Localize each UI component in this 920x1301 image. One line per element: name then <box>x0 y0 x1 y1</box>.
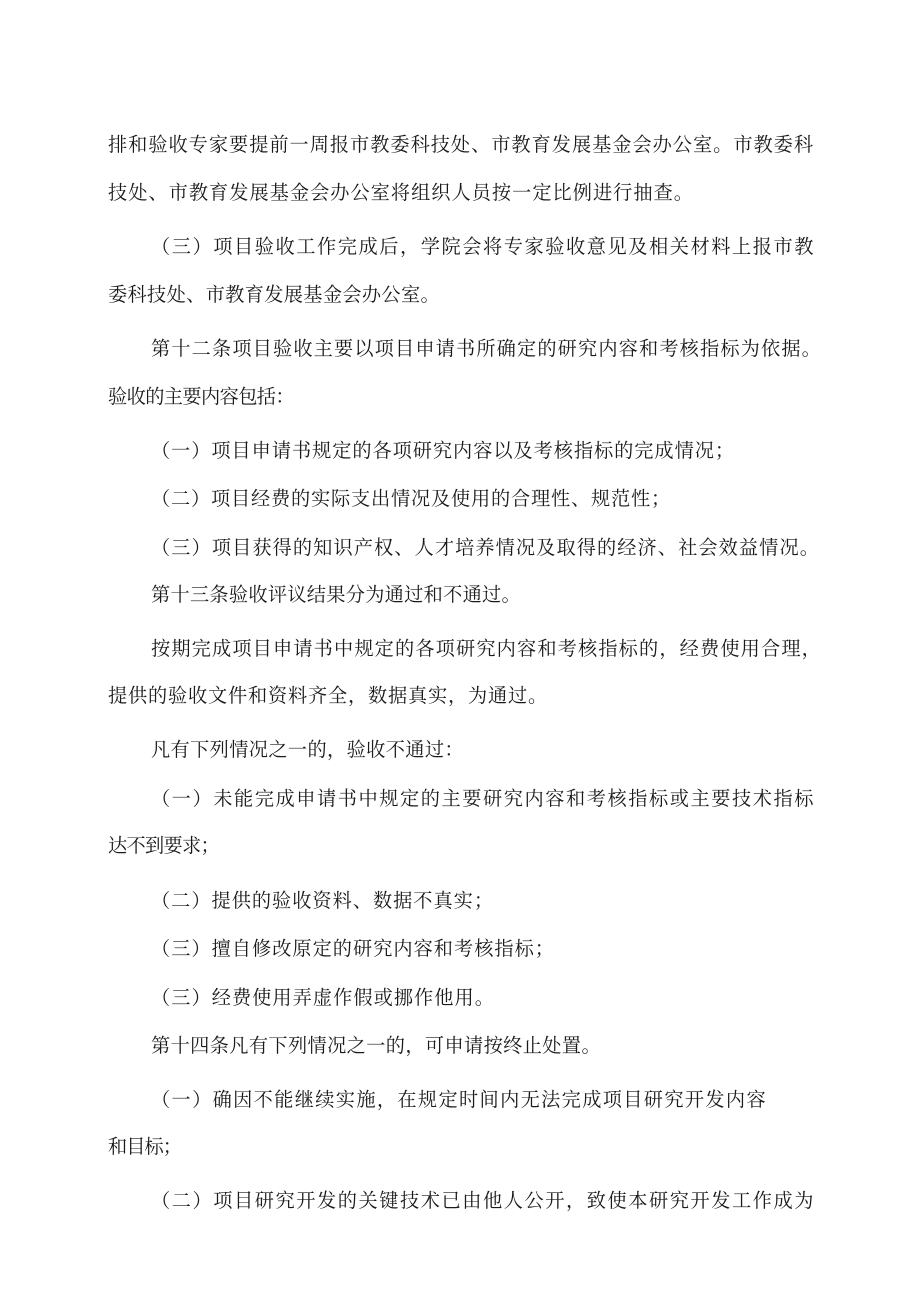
text-line-20: （一）确因不能继续实施，在规定时间内无法完成项目研究开发内容 <box>151 1088 768 1111</box>
text-line-12: 提供的验收文件和资料齐全，数据真实，为通过。 <box>108 684 549 707</box>
text-line-1: 排和验收专家要提前一周报市教委科技处、市教育发展基金会办公室。市教委科 <box>108 133 815 156</box>
text-line-10: 第十三条验收评议结果分为通过和不通过。 <box>151 583 521 606</box>
text-line-8: （二）项目经费的实际支出情况及使用的合理性、规范性； <box>151 487 672 510</box>
text-line-9: （三）项目获得的知识产权、人才培养情况及取得的经济、社会效益情况。 <box>151 536 820 559</box>
text-line-3: （三）项目验收工作完成后，学院会将专家验收意见及相关材料上报市教 <box>151 235 816 258</box>
text-line-11: 按期完成项目申请书中规定的各项研究内容和考核指标的，经费使用合理， <box>151 637 823 660</box>
text-line-19: 第十四条凡有下列情况之一的，可申请按终止处置。 <box>151 1034 602 1057</box>
text-line-18: （三）经费使用弄虚作假或挪作他用。 <box>151 986 496 1009</box>
text-line-5: 第十二条项目验收主要以项目申请书所确定的研究内容和考核指标为依据。 <box>151 337 823 360</box>
text-line-4: 委科技处、市教育发展基金会办公室。 <box>108 283 441 306</box>
text-line-14: （一）未能完成申请书中规定的主要研究内容和考核指标或主要技术指标 <box>151 787 816 810</box>
text-line-2: 技处、市教育发展基金会办公室将组织人员按一定比例进行抽查。 <box>108 181 694 204</box>
text-line-16: （二）提供的验收资料、数据不真实； <box>151 889 494 912</box>
text-line-7: （一）项目申请书规定的各项研究内容以及考核指标的完成情况； <box>151 439 735 462</box>
text-line-15: 达不到要求； <box>108 834 219 857</box>
text-line-6: 验收的主要内容包括： <box>108 385 294 408</box>
text-line-13: 凡有下列情况之一的，验收不通过： <box>151 738 464 761</box>
text-line-21: 和目标； <box>108 1135 181 1158</box>
text-line-22: （二）项目研究开发的关键技术已由他人公开，致使本研究开发工作成为 <box>151 1189 816 1212</box>
text-line-17: （三）擅自修改原定的研究内容和考核指标； <box>151 937 555 960</box>
